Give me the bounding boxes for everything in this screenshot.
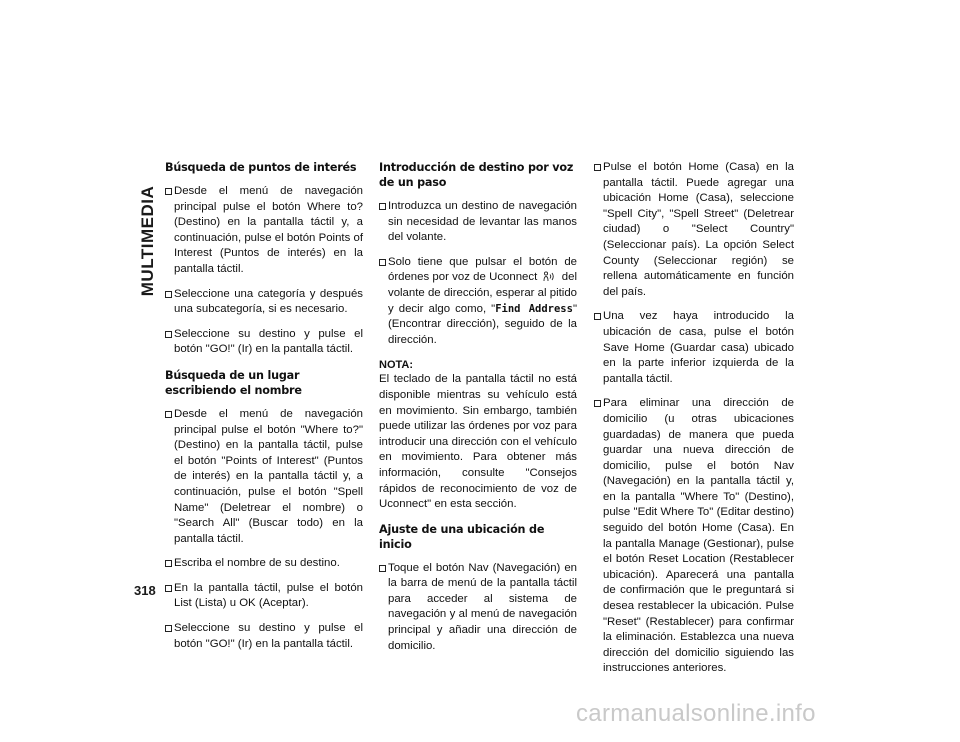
list-item <box>379 561 577 655</box>
column-1 <box>165 160 363 661</box>
heading-set-home: Ajuste de una ubicación de inicio <box>379 522 545 551</box>
list-item-text: En la pantalla táctil, pulse el botón List (Lista) u OK (Aceptar). <box>174 581 363 610</box>
list-item <box>594 160 794 300</box>
voice-text-part-1: Solo tiene que pulsar el botón de órdenes por voz de Uconnect <box>388 255 577 284</box>
heading-one-step-voice: Introducción de destino por voz de un paso <box>379 161 574 189</box>
list-item-text: Seleccione su destino y pulse el botón "GO!" (Ir) en la pantalla táctil. <box>174 327 363 356</box>
list-item <box>594 309 794 387</box>
list-item <box>379 255 577 349</box>
checkbox-bullet-icon <box>165 560 172 567</box>
find-address-command: Find Address <box>495 302 573 315</box>
checkbox-bullet-icon <box>165 188 172 195</box>
list-item-text: Desde el menú de navegación principal pulse el botón "Where to?" (Destino) en la pantalla táctil, pulse el botón "Points of Interest" (Puntos de interés) en la pantalla táctil y, a continuación, pulse el botón "Spell Name" (Deletrear el nombre) o "Search All" (Buscar todo) en la pantalla táctil. <box>174 407 363 545</box>
list-item <box>165 327 363 358</box>
checkbox-bullet-icon <box>379 203 386 210</box>
list-item-text: Para eliminar una dirección de domicilio (u otras ubicaciones guardadas) de manera que pueda guardar una nueva dirección de domicilio, pulse el botón Nav (Navegación) en la pantalla táctil y, en la pantalla "Where To" (Destino), pulse "Edit Where To" (Editar destino) seguido del botón Home (Casa). En la pantalla Manage (Gestionar), pulse el botón Reset Location (Restablecer ubicación). Aparecerá una pantalla de confirmación que le preguntará si desea restablecer la ubicación. Pulse "Reset" (Restablecer) para confirmar la eliminación. Establezca una nueva dirección del domicilio siguiendo las instrucciones anteriores. <box>603 397 794 675</box>
note-text: El teclado de la pantalla táctil no está disponible mientras su vehículo está en movimiento. Sin embargo, también puede utilizar las órdenes por voz para introducir una dirección con el vehículo en movimiento. Para obtener más información, consulte "Consejos rápidos de reconocimiento de voz de Uconnect" en esta sección. <box>379 373 577 511</box>
list-item <box>594 396 794 677</box>
page-number: 318 <box>134 583 156 598</box>
voice-text-part-2: del volante de dirección, esperar al pitido y decir algo como, " <box>388 271 577 315</box>
heading-points-of-interest: Búsqueda de puntos de interés <box>165 161 357 174</box>
column-2 <box>379 160 577 663</box>
list-item-text: Desde el menú de navegación principal pulse el botón Where to? (Destino) en la pantalla táctil y, a continuación, pulse el botón Points of Interest (Puntos de interés) en la pantalla táctil. <box>174 185 363 275</box>
list-item <box>165 184 363 278</box>
list-item <box>165 581 363 612</box>
checkbox-bullet-icon <box>165 331 172 338</box>
list-item-text: Una vez haya introducido la ubicación de casa, pulse el botón Save Home (Guardar casa) ubicado en la parte inferior izquierda de la pantalla táctil. <box>603 310 794 385</box>
list-item-text: Seleccione su destino y pulse el botón "GO!" (Ir) en la pantalla táctil. <box>174 622 363 650</box>
checkbox-bullet-icon <box>165 291 172 298</box>
column-3 <box>594 160 794 686</box>
list-item <box>165 287 363 318</box>
section-title <box>136 166 160 316</box>
voice-command-icon <box>543 271 557 282</box>
checkbox-bullet-icon <box>165 411 172 418</box>
list-item <box>165 407 363 547</box>
checkbox-bullet-icon <box>165 585 172 592</box>
watermark: carmanualsonline.info <box>576 700 816 727</box>
checkbox-bullet-icon <box>379 259 386 266</box>
list-item <box>165 556 363 572</box>
checkbox-bullet-icon <box>165 625 172 632</box>
checkbox-bullet-icon <box>379 565 386 572</box>
heading-search-by-name: Búsqueda de un lugar escribiendo el nombre <box>165 368 302 397</box>
list-item-text: Escriba el nombre de su destino. <box>174 557 340 570</box>
list-item-text: Pulse el botón Home (Casa) en la pantalla táctil. Puede agregar una ubicación Home (Casa), seleccione "Spell City", "Spell Street" (Deletrear ciudad) o "Select Country" (Seleccionar país). La opción Select County (Seleccionar región) se rellena automáticamente en función del país. <box>603 161 794 298</box>
list-item-text: Seleccione una categoría y después una subcategoría, si es necesario. <box>174 287 363 316</box>
list-item <box>379 199 577 246</box>
checkbox-bullet-icon <box>594 400 601 407</box>
list-item <box>165 621 363 652</box>
note-label: NOTA: <box>379 359 414 372</box>
list-item-text: Toque el botón Nav (Navegación) en la barra de menú de la pantalla táctil para acceder al sistema de navegación y al menú de navegación principal y añadir una dirección de domicilio. <box>388 561 577 652</box>
checkbox-bullet-icon <box>594 313 601 320</box>
section-title-text: MULTIMEDIA <box>138 185 158 297</box>
checkbox-bullet-icon <box>594 164 601 171</box>
voice-text-part-3: " (Encontrar dirección), seguido de la dirección. <box>388 302 577 346</box>
list-item-text: Introduzca un destino de navegación sin necesidad de levantar las manos del volante. <box>388 200 577 244</box>
list-item-text <box>388 255 577 349</box>
